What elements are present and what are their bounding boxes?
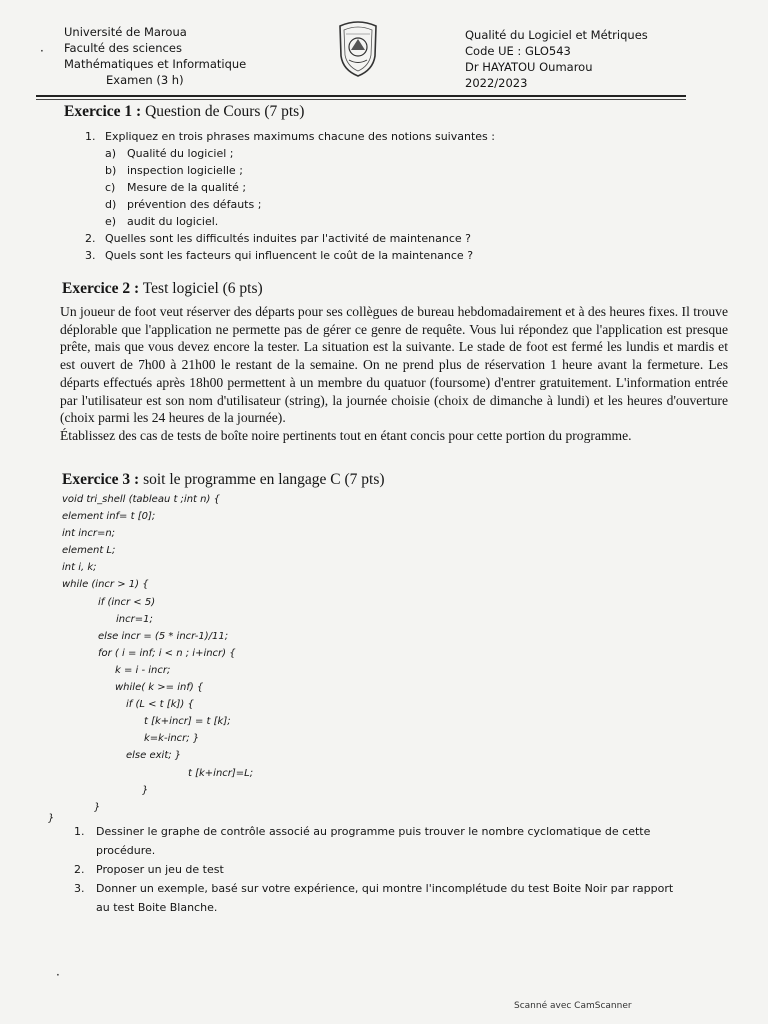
list-item: 2. Proposer un jeu de test — [74, 863, 224, 876]
university-name: Université de Maroua — [64, 25, 187, 39]
sub-item-a: a) Qualité du logiciel ; — [105, 147, 234, 160]
list-item-continuation: procédure. — [96, 844, 156, 857]
code-line: element inf= t [0]; — [62, 511, 156, 523]
header-divider-thin — [36, 99, 686, 100]
header-right-block — [465, 27, 648, 91]
exercise-3-title — [62, 471, 385, 489]
code-line: } — [142, 784, 149, 796]
list-item: 3. Donner un exemple, basé sur votre expérience, qui montre l'incomplétude du test Boite Noir par rapport — [74, 882, 674, 895]
sub-item-e: e) audit du logiciel. — [105, 215, 219, 228]
code-line: t [k+incr] = t [k]; — [144, 716, 231, 728]
sub-item-b: b) inspection logicielle ; — [105, 164, 243, 177]
code-closing-brace: } — [48, 813, 55, 824]
code-line: if (L < t [k]) { — [126, 699, 194, 711]
exercise-1-title — [64, 103, 304, 121]
header-divider — [36, 95, 686, 97]
code-line: t [k+incr]=L; — [188, 767, 254, 779]
exercise-2-heading: Test logiciel (6 pts) — [142, 280, 263, 297]
list-item: 1. Dessiner le graphe de contrôle associé au programme puis trouver le nombre cyclomatique de cette — [74, 825, 651, 838]
code-line: void tri_shell (tableau t ;int n) { — [62, 494, 220, 505]
scanner-watermark: Scanné avec CamScanner — [514, 1001, 632, 1011]
code-line: incr=1; — [116, 613, 153, 625]
list-item: 3. Quels sont les facteurs qui influencent le coût de la maintenance ? — [85, 249, 474, 262]
exercise-2-paragraph: Un joueur de foot veut réserver des départs pour ses collègues de bureau hebdomadairement et à des heures fixes. Il trouve déplorable que l'application ne permette pas de gérer ce genre de requête. Vous lui répondez que l'application est presque prête, mais que vous devez encore la tester. La situation est la suivante. Le stade de foot est fermé les lundis et mardis et est ouvert de 7h00 à 21h00 le restant de la semaine. On ne prend plus de réservation 1 heure avant la fermeture. Les départs effectués après 18h00 permettent à un membre du quatuor (foursome) d'entrer gratuitement. L'information entrée par l'utilisateur est son nom d'utilisateur (string), la journée choisie (choix de dimanche à lundi) et les heures d'ouverture (choix parmi les 24 heures de la journée). — [60, 304, 728, 426]
exercise-2-body — [60, 303, 728, 445]
code-line: else incr = (5 * incr-1)/11; — [98, 630, 229, 642]
list-item: 1. Expliquez en trois phrases maximums chacune des notions suivantes : — [85, 130, 495, 143]
exercise-3-questions — [74, 822, 673, 917]
exercise-1-label: Exercice 1 : — [64, 103, 142, 120]
university-seal-icon — [337, 20, 379, 78]
faculty-name: Faculté des sciences — [64, 41, 182, 55]
department-name: Mathématiques et Informatique — [64, 57, 247, 71]
lecturer-name: Dr HAYATOU Oumarou — [465, 60, 593, 74]
course-title: Qualité du Logiciel et Métriques — [465, 28, 648, 42]
code-line: while (incr > 1) { — [62, 579, 149, 591]
scan-dot: · — [56, 968, 60, 982]
exercise-3-heading: soit le programme en langage C (7 pts) — [139, 471, 385, 488]
code-line: if (incr < 5) — [98, 596, 156, 608]
exercise-2-task: Établissez des cas de tests de boîte noire pertinents tout en étant concis pour cette portion du programme. — [60, 427, 632, 443]
code-line: for ( i = inf; i < n ; i+incr) { — [98, 647, 236, 659]
exercise-2-label: Exercice 2 : — [62, 280, 140, 297]
list-item: 2. Quelles sont les difficultés induites par l'activité de maintenance ? — [85, 232, 471, 245]
code-line: k = i - incr; — [115, 664, 171, 676]
list-item-continuation: au test Boite Blanche. — [96, 901, 218, 914]
sub-item-c: c) Mesure de la qualité ; — [105, 181, 247, 194]
code-line: int i, k; — [62, 562, 97, 574]
code-listing — [62, 491, 253, 816]
code-line: k=k-incr; } — [144, 733, 200, 745]
exercise-3-label: Exercice 3 : — [62, 471, 140, 488]
academic-year: 2022/2023 — [465, 76, 528, 90]
sub-item-d: d) prévention des défauts ; — [105, 198, 262, 211]
code-line: else exit; } — [126, 750, 182, 762]
code-line: element L; — [62, 545, 116, 557]
code-line: int incr=n; — [62, 528, 116, 540]
header-left-block — [64, 24, 246, 88]
code-line: } — [94, 801, 101, 813]
exam-duration: Examen (3 h) — [106, 73, 184, 87]
exercise-1-heading: Question de Cours (7 pts) — [145, 103, 305, 120]
course-code: Code UE : GLO543 — [465, 44, 571, 58]
exercise-1-questions — [85, 128, 495, 264]
exercise-2-title — [62, 280, 263, 298]
code-line: while( k >= inf) { — [115, 682, 204, 694]
scan-dot: · — [40, 44, 44, 58]
